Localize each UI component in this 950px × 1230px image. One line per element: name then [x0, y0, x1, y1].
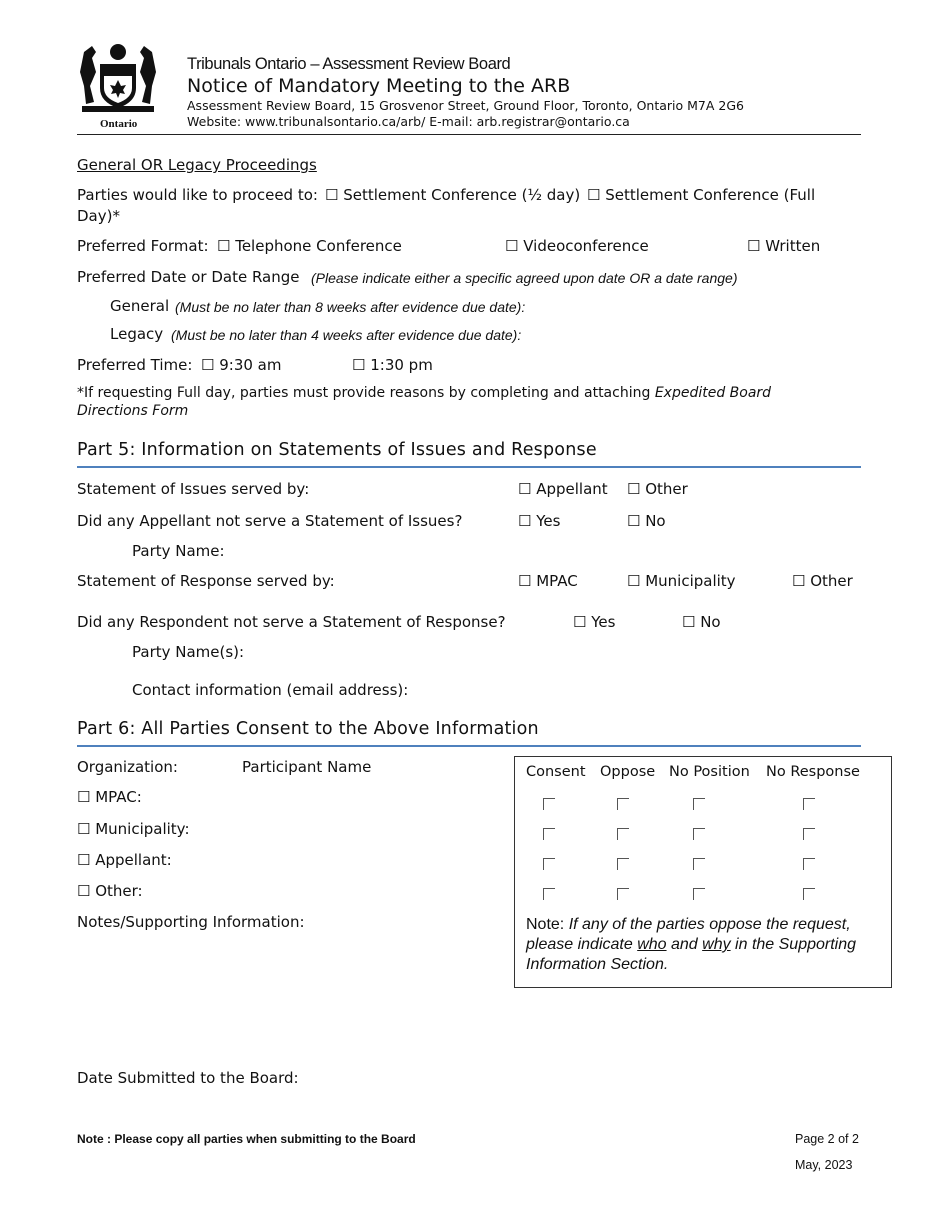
- issues-served-label: Statement of Issues served by:: [77, 480, 310, 498]
- note-who: who: [637, 936, 667, 953]
- org-name: Tribunals Ontario – Assessment Review Board: [187, 55, 511, 73]
- preferred-date-label: Preferred Date or Date Range: [77, 268, 300, 286]
- appellant-no-option[interactable]: ☐ No: [627, 512, 666, 530]
- part6-divider: [77, 745, 861, 747]
- format-telephone-option[interactable]: ☐ Telephone Conference: [217, 237, 402, 255]
- organization-label: Organization:: [77, 758, 178, 776]
- party-names-label: Party Name(s):: [132, 643, 245, 661]
- part6-heading: Part 6: All Parties Consent to the Above Information: [77, 719, 539, 739]
- respondent-yes-option[interactable]: ☐ Yes: [573, 613, 616, 631]
- appellant-question: Did any Appellant not serve a Statement of Issues?: [77, 512, 463, 530]
- consent-checkbox[interactable]: [543, 888, 555, 900]
- time-930-option[interactable]: ☐ 9:30 am: [201, 356, 282, 374]
- respondent-no-option[interactable]: ☐ No: [682, 613, 721, 631]
- header-divider: [77, 134, 861, 135]
- oppose-checkbox[interactable]: [617, 858, 629, 870]
- consent-checkbox[interactable]: [543, 828, 555, 840]
- general-date-note: (Must be no later than 8 weeks after evidence due date):: [175, 299, 526, 315]
- consent-checkbox[interactable]: [543, 858, 555, 870]
- contact-info-label: Contact information (email address):: [132, 681, 409, 699]
- board-contact: Website: www.tribunalsontario.ca/arb/ E-mail: arb.registrar@ontario.ca: [187, 114, 630, 129]
- appellant-yes-option[interactable]: ☐ Yes: [518, 512, 561, 530]
- no-position-checkbox[interactable]: [693, 798, 705, 810]
- oppose-checkbox[interactable]: [617, 828, 629, 840]
- org-other-option[interactable]: ☐ Other:: [77, 882, 143, 900]
- coat-of-arms-icon: [78, 42, 158, 120]
- note-line-2b: in the Supporting: [730, 936, 857, 953]
- expedited-form-name-cont: Directions Form: [77, 403, 189, 419]
- format-label: Preferred Format:: [77, 237, 209, 255]
- issues-appellant-option[interactable]: ☐ Appellant: [518, 480, 608, 498]
- notes-label: Notes/Supporting Information:: [77, 913, 305, 931]
- date-submitted-label: Date Submitted to the Board:: [77, 1069, 299, 1087]
- logo-wordmark: Ontario: [100, 118, 138, 130]
- note-why: why: [702, 936, 731, 953]
- no-position-checkbox[interactable]: [693, 888, 705, 900]
- general-heading: General OR Legacy Proceedings: [77, 156, 317, 174]
- participant-name-label: Participant Name: [242, 758, 372, 776]
- no-position-col-header: No Position: [669, 764, 750, 780]
- note-line-1: If any of the parties oppose the request,: [568, 916, 851, 933]
- part5-divider: [77, 466, 861, 468]
- no-response-checkbox[interactable]: [803, 798, 815, 810]
- oppose-col-header: Oppose: [600, 764, 656, 780]
- proceed-full-day-cont: Day)*: [77, 207, 120, 225]
- time-label: Preferred Time:: [77, 356, 193, 374]
- consent-checkbox[interactable]: [543, 798, 555, 810]
- no-response-col-header: No Response: [766, 764, 860, 780]
- response-served-label: Statement of Response served by:: [77, 572, 335, 590]
- issues-other-option[interactable]: ☐ Other: [627, 480, 688, 498]
- org-municipality-option[interactable]: ☐ Municipality:: [77, 820, 190, 838]
- consent-col-header: Consent: [526, 764, 586, 780]
- time-130-option[interactable]: ☐ 1:30 pm: [352, 356, 433, 374]
- respondent-question: Did any Respondent not serve a Statement of Response?: [77, 613, 506, 631]
- general-date-label: General: [110, 297, 170, 315]
- note-and: and: [666, 936, 703, 953]
- no-response-checkbox[interactable]: [803, 888, 815, 900]
- full-day-note: [77, 385, 771, 401]
- format-written-option[interactable]: ☐ Written: [747, 237, 821, 255]
- consent-note: [526, 915, 856, 975]
- legacy-date-label: Legacy: [110, 325, 164, 343]
- response-mpac-option[interactable]: ☐ MPAC: [518, 572, 578, 590]
- full-day-note-text: *If requesting Full day, parties must provide reasons by completing and attaching: [77, 385, 651, 401]
- revision-date: May, 2023: [795, 1158, 853, 1172]
- note-line-2a: please indicate: [526, 936, 638, 953]
- board-address: Assessment Review Board, 15 Grosvenor Street, Ground Floor, Toronto, Ontario M7A 2G6: [187, 98, 744, 113]
- form-title: Notice of Mandatory Meeting to the ARB: [187, 75, 571, 97]
- page-number: Page 2 of 2: [795, 1132, 859, 1146]
- format-video-option[interactable]: ☐ Videoconference: [505, 237, 649, 255]
- proceed-full-day-option[interactable]: ☐ Settlement Conference (Full: [587, 186, 816, 204]
- response-municipality-option[interactable]: ☐ Municipality: [627, 572, 736, 590]
- note-line-3: Information Section.: [526, 956, 669, 973]
- part5-heading: Part 5: Information on Statements of Issues and Response: [77, 440, 597, 460]
- no-response-checkbox[interactable]: [803, 858, 815, 870]
- oppose-checkbox[interactable]: [617, 798, 629, 810]
- legacy-date-note: (Must be no later than 4 weeks after evidence due date):: [171, 327, 522, 343]
- response-other-option[interactable]: ☐ Other: [792, 572, 853, 590]
- copy-parties-note: Note : Please copy all parties when submitting to the Board: [77, 1132, 416, 1146]
- proceed-half-day-option[interactable]: ☐ Settlement Conference (½ day): [325, 186, 581, 204]
- oppose-checkbox[interactable]: [617, 888, 629, 900]
- no-response-checkbox[interactable]: [803, 828, 815, 840]
- no-position-checkbox[interactable]: [693, 858, 705, 870]
- no-position-checkbox[interactable]: [693, 828, 705, 840]
- proceed-label: Parties would like to proceed to:: [77, 186, 318, 204]
- expedited-form-name: Expedited Board: [654, 385, 772, 401]
- ontario-logo: [78, 42, 158, 134]
- note-prefix: Note:: [526, 916, 569, 933]
- consent-panel: [514, 756, 892, 988]
- org-mpac-option[interactable]: ☐ MPAC:: [77, 788, 142, 806]
- preferred-date-note: (Please indicate either a specific agreed upon date OR a date range): [311, 270, 738, 286]
- party-name-label: Party Name:: [132, 542, 225, 560]
- org-appellant-option[interactable]: ☐ Appellant:: [77, 851, 172, 869]
